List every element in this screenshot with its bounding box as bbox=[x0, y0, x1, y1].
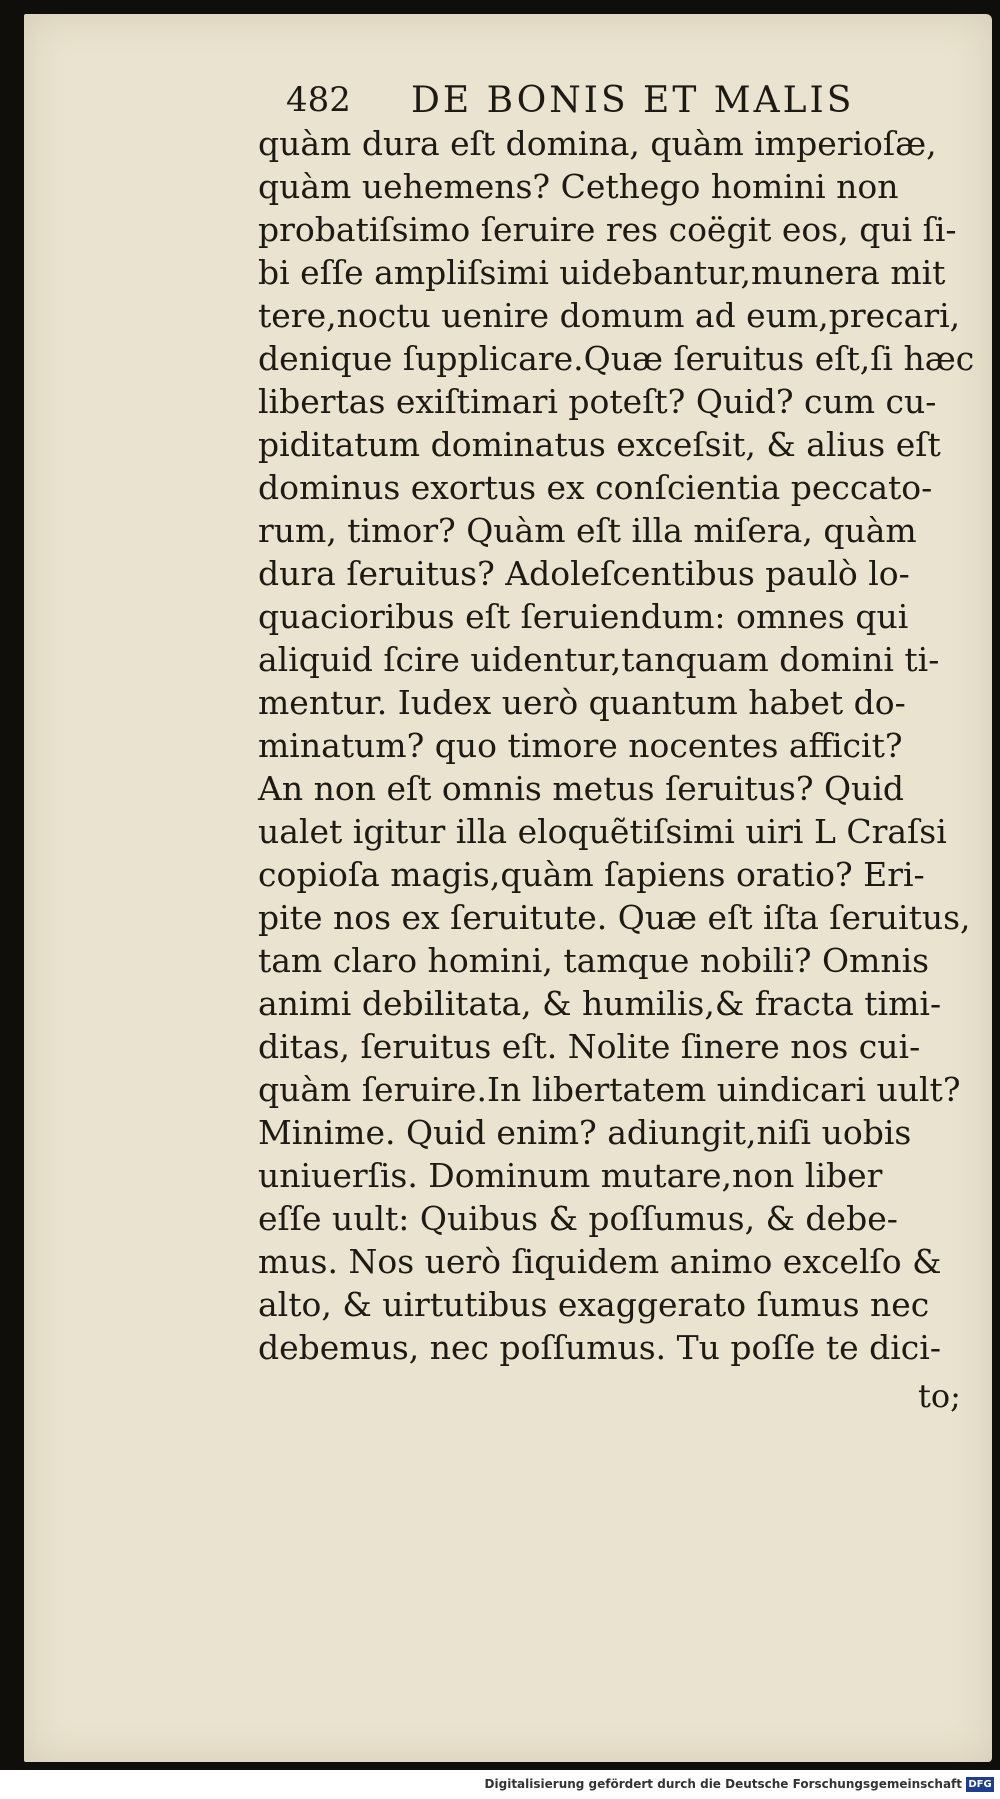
text-line: ditas, ſeruitus eſt. Nolite ſinere nos cui- bbox=[258, 1027, 921, 1066]
text-line: mentur. Iudex uerò quantum habet do- bbox=[258, 683, 906, 722]
running-head: DE BONIS ET MALIS bbox=[411, 80, 855, 121]
text-line: rum, timor? Quàm eſt illa miſera, quàm bbox=[258, 511, 917, 550]
text-line: pite nos ex ſeruitute. Quæ eſt iſta ſeruitus, bbox=[258, 898, 971, 937]
text-line: tam claro homini, tamque nobili? Omnis bbox=[258, 941, 930, 980]
text-line: eſſe uult: Quibus & poſſumus, & debe- bbox=[258, 1199, 898, 1238]
text-line: dura ſeruitus? Adoleſcentibus paulò lo- bbox=[258, 554, 910, 593]
text-line: tere,noctu uenire domum ad eum,precari, bbox=[258, 296, 961, 335]
text-line: piditatum dominatus exceſsit, & alius eſt bbox=[258, 425, 941, 464]
page-number: 482 bbox=[286, 80, 351, 120]
dfg-logo: DFG bbox=[966, 1777, 994, 1792]
text-line: animi debilitata, & humilis,& fracta timi- bbox=[258, 984, 942, 1023]
text-line: copioſa magis,quàm ſapiens oratio? Eri- bbox=[258, 855, 925, 894]
footer bbox=[0, 1772, 1000, 1799]
text-line: aliquid ſcire uidentur,tanquam domini ti- bbox=[258, 640, 940, 679]
text-line: An non eſt omnis metus ſeruitus? Quid bbox=[258, 769, 905, 808]
text-line: dominus exortus ex conſcientia peccato- bbox=[258, 468, 933, 507]
text-line: debemus, nec poſſumus. Tu poſſe te dici- bbox=[258, 1328, 941, 1367]
catchword: to; bbox=[918, 1377, 961, 1415]
text-line: quàm ſeruire.In libertatem uindicari uult? bbox=[258, 1070, 961, 1109]
body-text bbox=[258, 122, 982, 1369]
funding-credit: Digitalisierung gefördert durch die Deutsche Forschungsgemeinschaft bbox=[484, 1777, 962, 1791]
text-line: ualet igitur illa eloquẽtiſsimi uiri L Craſsi bbox=[258, 812, 947, 851]
text-line: libertas exiſtimari poteſt? Quid? cum cu- bbox=[258, 382, 937, 421]
text-line: minatum? quo timore nocentes afficit? bbox=[258, 726, 903, 765]
text-line: quàm dura eſt domina, quàm imperioſæ, bbox=[258, 124, 937, 163]
text-line: mus. Nos uerò ſiquidem animo excelſo & bbox=[258, 1242, 942, 1281]
text-line: bi eſſe ampliſsimi uidebantur,munera mit bbox=[258, 253, 946, 292]
text-line: alto, & uirtutibus exaggerato ſumus nec bbox=[258, 1285, 930, 1324]
text-line: quacioribus eſt ſeruiendum: omnes qui bbox=[258, 597, 909, 636]
text-line: probatiſsimo ſeruire res coëgit eos, qui ſi- bbox=[258, 210, 957, 249]
text-line: uniuerſis. Dominum mutare,non liber bbox=[258, 1156, 883, 1195]
text-line: Minime. Quid enim? adiungit,niſi uobis bbox=[258, 1113, 912, 1152]
text-line: quàm uehemens? Cethego homini non bbox=[258, 167, 899, 206]
text-line: denique ſupplicare.Quæ ſeruitus eſt,ſi hæc bbox=[258, 339, 975, 378]
